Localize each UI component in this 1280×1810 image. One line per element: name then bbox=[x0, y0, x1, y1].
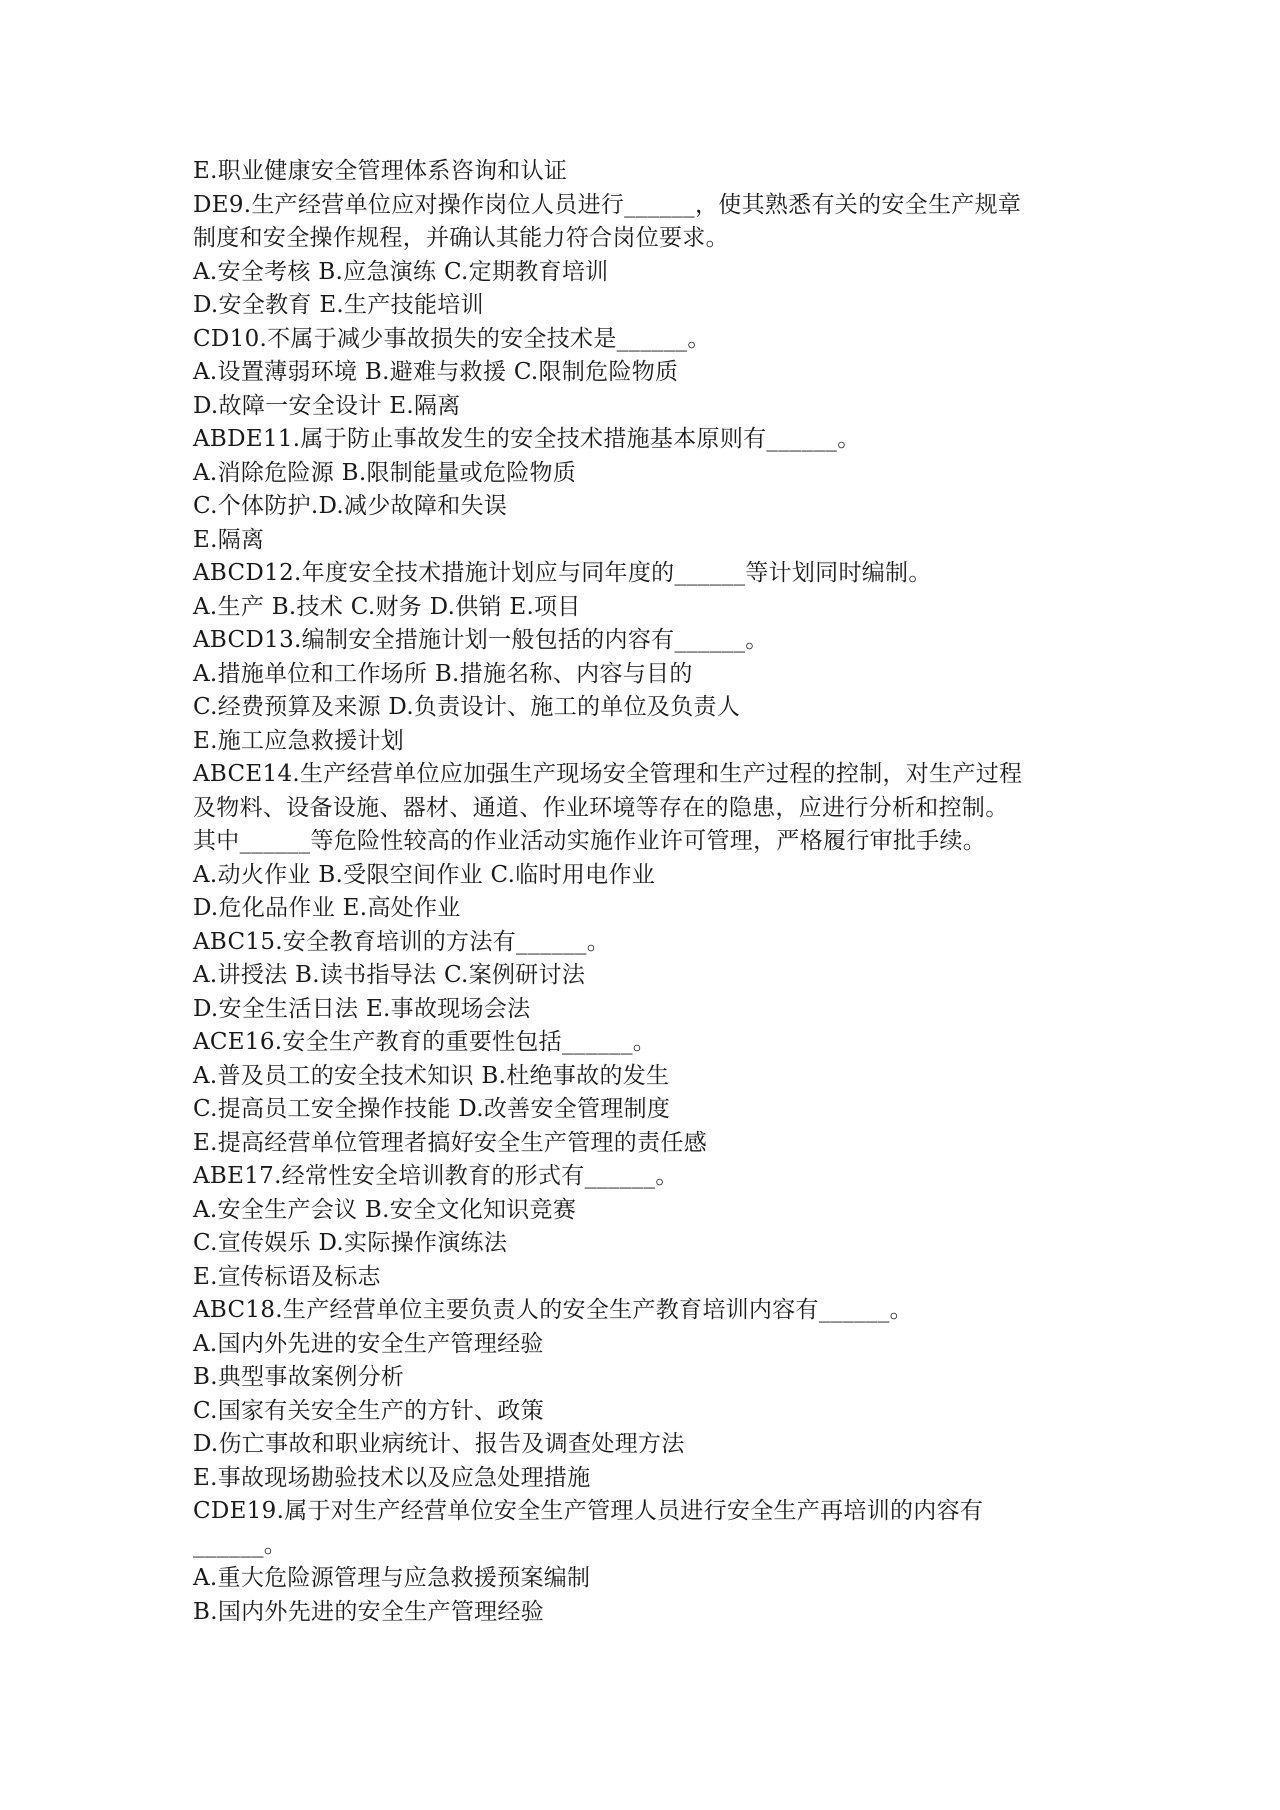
question-10-options: A.设置薄弱环境 B.避难与救援 C.限制危险物质 bbox=[193, 359, 679, 385]
question-18-options: C.国家有关安全生产的方针、政策 bbox=[193, 1397, 544, 1424]
question-9-options: D.安全教育 E.生产技能培训 bbox=[193, 292, 484, 318]
question-17-options: A.安全生产会议 B.安全文化知识竞赛 bbox=[193, 1196, 577, 1223]
question-10-stem: CD10.不属于减少事故损失的安全技术是______。 bbox=[193, 325, 711, 352]
question-18-options: B.典型事故案例分析 bbox=[193, 1364, 405, 1390]
question-12-stem: ABCD12.年度安全技术措施计划应与同年度的______等计划同时编制。 bbox=[193, 560, 932, 586]
question-18-options: A.国内外先进的安全生产管理经验 bbox=[193, 1330, 544, 1357]
question-13-options: A.措施单位和工作场所 B.措施名称、内容与目的 bbox=[193, 660, 693, 687]
question-18-options: E.事故现场勘验技术以及应急处理措施 bbox=[193, 1464, 591, 1491]
question-18-stem: ABC18.生产经营单位主要负责人的安全生产教育培训内容有______。 bbox=[193, 1297, 913, 1323]
question-14-stem: 及物料、设备设施、器材、通道、作业环境等存在的隐患，应进行分析和控制。 bbox=[193, 794, 1009, 821]
question-16-options: C.提高员工安全操作技能 D.改善安全管理制度 bbox=[193, 1096, 671, 1122]
question-14-options: D.危化品作业 E.高处作业 bbox=[193, 895, 461, 921]
question-11-options: A.消除危险源 B.限制能量或危险物质 bbox=[193, 459, 577, 486]
question-11-stem: ABDE11.属于防止事故发生的安全技术措施基本原则有______。 bbox=[193, 426, 861, 452]
question-9-options: A.安全考核 B.应急演练 C.定期教育培训 bbox=[193, 258, 609, 285]
question-10-options: D.故障一安全设计 E.隔离 bbox=[193, 392, 461, 419]
question-19-stem: CDE19.属于对生产经营单位安全生产管理人员进行安全生产再培训的内容有 bbox=[193, 1498, 984, 1524]
question-17-stem: ABE17.经常性安全培训教育的形式有______。 bbox=[193, 1163, 679, 1189]
question-15-stem: ABC15.安全教育培训的方法有______。 bbox=[193, 928, 611, 955]
question-16-options: E.提高经营单位管理者搞好安全生产管理的责任感 bbox=[193, 1129, 708, 1156]
text-line: 制度和安全操作规程，并确认其能力符合岗位要求。 bbox=[193, 225, 729, 251]
question-14-stem: 其中______等危险性较高的作业活动实施作业许可管理，严格履行审批手续。 bbox=[193, 828, 987, 854]
question-16-stem: ACE16.安全生产教育的重要性包括______。 bbox=[193, 1029, 657, 1055]
question-17-options: E.宣传标语及标志 bbox=[193, 1263, 381, 1290]
question-15-options: D.安全生活日法 E.事故现场会法 bbox=[193, 995, 531, 1022]
text-line: E.职业健康安全管理体系咨询和认证 bbox=[193, 158, 568, 184]
question-9-stem: DE9.生产经营单位应对操作岗位人员进行______，使其熟悉有关的安全生产规章 bbox=[193, 191, 1022, 218]
document-page bbox=[193, 155, 1093, 1629]
question-12-options: A.生产 B.技术 C.财务 D.供销 E.项目 bbox=[193, 593, 581, 620]
question-17-options: C.宣传娱乐 D.实际操作演练法 bbox=[193, 1230, 508, 1256]
question-13-options: C.经费预算及来源 D.负责设计、施工的单位及负责人 bbox=[193, 694, 741, 720]
question-19-stem: ______。 bbox=[193, 1531, 288, 1558]
question-13-stem: ABCD13.编制安全措施计划一般包括的内容有______。 bbox=[193, 627, 769, 653]
question-14-options: A.动火作业 B.受限空间作业 C.临时用电作业 bbox=[193, 861, 656, 888]
question-13-options: E.施工应急救援计划 bbox=[193, 727, 405, 754]
question-11-options: C.个体防护.D.减少故障和失误 bbox=[193, 493, 508, 519]
question-15-options: A.讲授法 B.读书指导法 C.案例研讨法 bbox=[193, 962, 586, 988]
question-16-options: A.普及员工的安全技术知识 B.杜绝事故的发生 bbox=[193, 1062, 670, 1089]
question-11-options: E.隔离 bbox=[193, 526, 265, 553]
question-19-options: B.国内外先进的安全生产管理经验 bbox=[193, 1598, 545, 1625]
question-14-stem: ABCE14.生产经营单位应加强生产现场安全管理和生产过程的控制，对生产过程 bbox=[193, 761, 1023, 787]
question-18-options: D.伤亡事故和职业病统计、报告及调查处理方法 bbox=[193, 1431, 685, 1457]
question-19-options: A.重大危险源管理与应急救援预案编制 bbox=[193, 1565, 591, 1591]
